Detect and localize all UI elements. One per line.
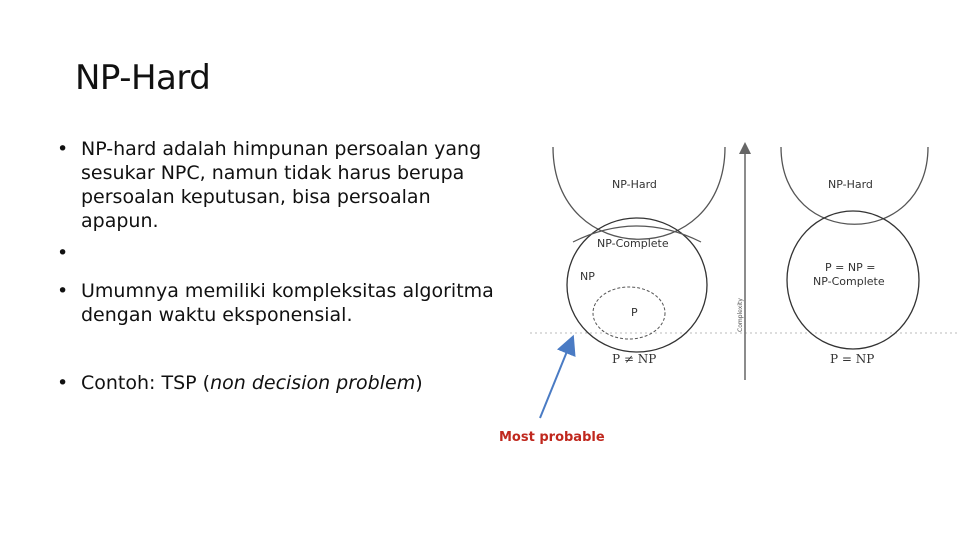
bullet-text-italic: non decision problem (210, 372, 416, 394)
bullet-text-suffix: ) (415, 372, 423, 394)
label-np-hard-left: NP-Hard (612, 178, 657, 191)
bullet-dot: • (57, 280, 69, 302)
bullet-dot: • (57, 242, 69, 264)
label-np-hard-right: NP-Hard (828, 178, 873, 191)
p-circle (593, 287, 665, 339)
label-merged-line2: NP-Complete (813, 275, 885, 288)
annotation-most-probable: Most probable (499, 430, 605, 445)
axis-label-complexity: Complexity (737, 298, 744, 332)
slide-title: NP-Hard (75, 58, 211, 98)
caption-p-neq-np: P ≠ NP (612, 352, 657, 366)
label-np: NP (580, 270, 595, 283)
bullet-text: NP-hard adalah himpunan persoalan yang sesukar NPC, namun tidak harus berupa persoalan keputusan, bisa persoalan apapun. (81, 138, 482, 232)
bullet-dot: • (57, 138, 69, 160)
label-np-complete: NP-Complete (597, 237, 669, 250)
label-p: P (631, 306, 638, 319)
bullet-dot: • (57, 372, 69, 394)
bullet-text-prefix: Contoh: TSP ( (81, 372, 211, 394)
annotation-arrow (540, 344, 570, 418)
caption-p-eq-np: P = NP (830, 352, 875, 366)
label-merged-line1: P = NP = (825, 261, 876, 274)
bullet-text: Umumnya memiliki kompleksitas algoritma dengan waktu eksponensial. (81, 280, 494, 326)
